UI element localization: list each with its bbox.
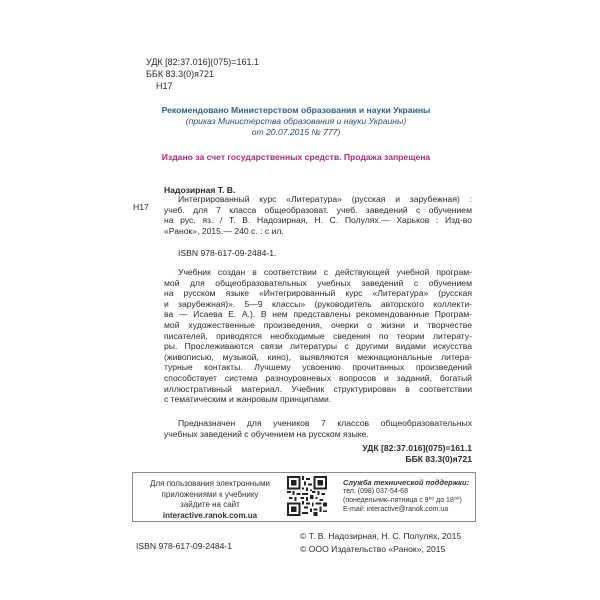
invitation-line: зайдите на сайт xyxy=(180,500,240,509)
annotation-line: мой для общеобразовательных учебных заведений с обучением xyxy=(164,277,472,288)
annotation-line: (живописью, музыкой, кино), выявляются межнациональные литера- xyxy=(164,351,472,362)
recommendation-date: от 20.07.2015 № 777) xyxy=(251,127,341,137)
annotation-line: на русском языке «Интегрированный курс «Литература» (русская xyxy=(164,288,472,299)
recommendation-order: (приказ Министерства образования и науки Украины) xyxy=(185,116,407,126)
tech-support-info xyxy=(343,478,471,514)
support-email: E-mail: interactive@ranok.com.ua xyxy=(343,506,449,513)
description-line: «Ранок», 2015.— 240 с. : с ил. xyxy=(164,225,284,236)
bbk-code-bottom: ББК 83.3(0)я721 xyxy=(405,453,472,464)
bbk-code: ББК 83.3(0)я721 xyxy=(146,69,214,79)
description-line: учеб. для 7 класса общеобразоват. учеб. заведений с обучением xyxy=(164,204,472,215)
footer-isbn: ISBN 978-617-09-2484-1 xyxy=(136,541,233,551)
site-url-link[interactable]: interactive.ranok.com.ua xyxy=(162,510,258,520)
udk-top-block xyxy=(146,56,259,92)
recommendation-block xyxy=(146,105,446,138)
annotation-line: ры. Прослеживаются связи литературы с другими видами искусства xyxy=(164,341,472,352)
description-line: на рус. яз. / Т. В. Надозирная, Н. С. Полулях.— Харьков : Изд-во xyxy=(164,215,472,226)
site-invitation xyxy=(143,479,277,521)
annotation-line: и зарубежная)». 5—9 классы» (руководитель авторского коллекти- xyxy=(164,298,472,309)
copyright-authors: © Т. В. Надозирная, Н. С. Полулях, 2015 xyxy=(300,531,462,541)
udk-bottom-block xyxy=(362,443,472,464)
udk-code-bottom: УДК [82:37.016](075)=161.1 xyxy=(362,443,472,453)
author-heading: Надозирная Т. В. xyxy=(164,185,236,195)
support-title: Служба технической поддержки: xyxy=(343,478,470,487)
funding-notice: Издано за счет государственных средств. Продажа запрещена xyxy=(161,152,431,162)
isbn-line: ISBN 978-617-09-2484-1. xyxy=(178,248,277,258)
purpose-statement xyxy=(164,418,472,439)
annotation-line: писателей, приводятся необходимые сведения по теории литерату- xyxy=(164,330,472,341)
description-line: Интегрированный курс «Литература» (русская и зарубежная) : xyxy=(178,194,472,204)
support-hours: (понедельник–пятница с 9⁰⁰ до 18⁰⁰) xyxy=(343,497,462,504)
bibliographic-description xyxy=(164,194,472,236)
annotation-line: способствует система разноуровневых вопросов и заданий, богатый xyxy=(164,372,472,383)
annotation-line: мой художественные произведения, очерки о жизни и творчестве xyxy=(164,319,472,330)
annotation-line: иллюстративный материал. Учебник структурирован в соответствии xyxy=(164,383,472,394)
electronic-resources-box xyxy=(132,472,476,522)
recommendation-title: Рекомендовано Министерством образования и науки Украины xyxy=(161,105,431,115)
annotation xyxy=(164,267,472,405)
copyright-block xyxy=(300,530,461,556)
annotation-line: Учебник создан в соответствии с действующей учебной програм- xyxy=(178,267,472,277)
author-mark: Н17 xyxy=(156,81,173,91)
catalog-mark: Н17 xyxy=(133,202,149,212)
purpose-line: Предназначен для учеников 7 классов общеобразовательных xyxy=(178,418,472,428)
copyright-publisher: © ООО Издательство «Ранок», 2015 xyxy=(300,544,446,554)
qr-code-icon xyxy=(287,476,327,516)
invitation-line: Для пользования электронными xyxy=(150,479,270,488)
udk-code: УДК [82:37.016](075)=161.1 xyxy=(146,57,259,67)
annotation-line: с тематическим и жанровым принципами. xyxy=(164,394,332,405)
invitation-line: приложениями к учебнику xyxy=(161,489,259,499)
support-phone: тел. (098) 037-54-68 xyxy=(343,488,408,495)
purpose-line: учебных заведений с обучением на русском языке. xyxy=(164,428,369,439)
annotation-line: ва — Исаева Е. А.). В нем представлены рекомендованные Програм- xyxy=(164,309,472,320)
annotation-line: турные контакты. Лучшему усвоению прочитанных произведений xyxy=(164,362,472,373)
